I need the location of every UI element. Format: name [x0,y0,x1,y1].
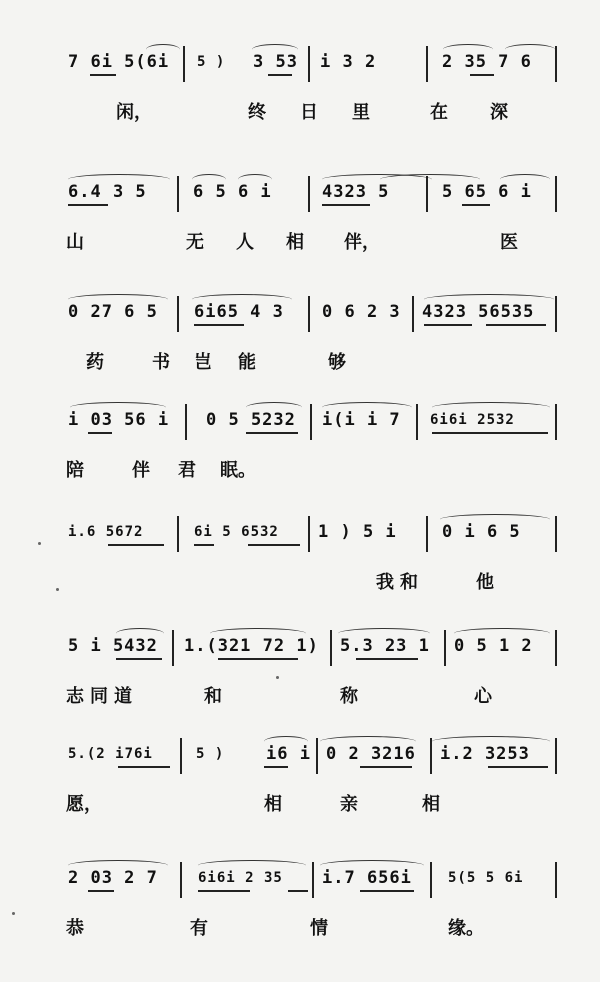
notation-line [60,176,565,216]
lyric-char: 和 [400,572,418,593]
bar-line [308,516,310,552]
bar-line [180,862,182,898]
note-group: 5 65 6 i [442,182,532,202]
lyric-char: 山 [66,232,84,253]
lyric-line [60,228,565,256]
note-group: i.6 5672 [68,524,144,540]
notation-line [60,404,565,444]
bar-line [555,404,557,440]
note-group: 2 35 7 6 [442,52,532,72]
lyric-char: 道 [114,686,132,707]
lyric-char: 相 [286,232,304,253]
lyric-char: 里 [352,102,370,123]
lyric-line [60,682,565,710]
bar-line [172,630,174,666]
bar-line [316,738,318,774]
note-group: i(i i 7 [322,410,401,430]
note-group: 5(5 5 6i [448,870,524,886]
note-group: 3 53 [253,52,298,72]
lyric-char: 闲， [116,102,152,123]
score-row [60,516,565,636]
lyric-char: 相 [422,794,440,815]
lyric-char: 我 [376,572,394,593]
note-group: 1 ) 5 i [318,522,397,542]
note-group: 5 ) [197,54,226,70]
scan-speck [56,588,59,591]
lyric-line [60,348,565,376]
score-row [60,46,565,166]
score-row [60,862,565,982]
notation-line [60,630,565,670]
bar-line [416,404,418,440]
note-group: 1.(321 72 1) [184,636,319,656]
scan-speck [276,676,279,679]
score-row [60,738,565,858]
lyric-char: 志 [66,686,84,707]
note-group: 4323 5 [322,182,390,202]
note-group: 0 2 3216 [326,744,416,764]
lyric-char: 亲 [340,794,358,815]
note-group: 5.3 23 1 [340,636,430,656]
bar-line [444,630,446,666]
bar-line [308,46,310,82]
score-row [60,176,565,296]
bar-line [430,862,432,898]
notation-line [60,738,565,778]
lyric-char: 愿， [66,794,102,815]
note-group: 7 6i 5(6i [68,52,170,72]
bar-line [555,176,557,212]
score-row [60,404,565,524]
lyric-line [60,456,565,484]
lyric-char: 和 [204,686,222,707]
bar-line [312,862,314,898]
note-group: 6i65 4 3 [194,302,284,322]
score-row [60,296,565,416]
lyric-char: 深 [490,102,508,123]
lyric-char: 终 [248,102,266,123]
lyric-char: 日 [300,102,318,123]
note-group: i.7 656i [322,868,412,888]
lyric-char: 够 [328,352,346,373]
note-group: 5 ) [196,746,225,762]
bar-line [330,630,332,666]
lyric-char: 陪 [66,460,84,481]
bar-line [426,46,428,82]
note-group: 0 6 2 3 [322,302,401,322]
note-group: i 03 56 i [68,410,170,430]
bar-line [555,296,557,332]
note-group: 0 5 5232 [206,410,296,430]
score-row [60,630,565,750]
lyric-line [60,568,565,596]
lyric-char: 能 [238,352,256,373]
lyric-char: 岂 [194,352,212,373]
note-group: 2 03 2 7 [68,868,158,888]
bar-line [426,176,428,212]
lyric-line [60,914,565,942]
bar-line [177,296,179,332]
note-group: 6i6i 2 35 [198,870,283,886]
note-group: 6 5 6 i [193,182,272,202]
bar-line [555,862,557,898]
lyric-char: 人 [236,232,254,253]
note-group: 0 27 6 5 [68,302,158,322]
bar-line [177,176,179,212]
lyric-char: 在 [430,102,448,123]
lyric-char: 恭 [66,918,84,939]
note-group: 6.4 3 5 [68,182,147,202]
bar-line [308,176,310,212]
notation-line [60,516,565,556]
bar-line [555,516,557,552]
scan-speck [12,912,15,915]
lyric-char: 眠。 [220,460,256,481]
lyric-char: 药 [86,352,104,373]
lyric-char: 心 [474,686,492,707]
bar-line [183,46,185,82]
bar-line [412,296,414,332]
note-group: i6 i [266,744,311,764]
note-group: 5.(2 i76i [68,746,153,762]
bar-line [430,738,432,774]
note-group: 6i6i 2532 [430,412,515,428]
bar-line [310,404,312,440]
lyric-char: 伴， [344,232,380,253]
note-group: 6i 5 6532 [194,524,279,540]
scan-speck [38,542,41,545]
lyric-char: 缘。 [448,918,484,939]
note-group: 4323 56535 [422,302,535,322]
bar-line [555,630,557,666]
lyric-char: 医 [500,232,518,253]
lyric-char: 书 [152,352,170,373]
lyric-char: 他 [476,572,494,593]
lyric-char: 同 [90,686,108,707]
lyric-char: 称 [340,686,358,707]
lyric-char: 情 [310,918,328,939]
bar-line [177,516,179,552]
bar-line [555,46,557,82]
lyric-char: 君 [178,460,196,481]
note-group: 0 5 1 2 [454,636,533,656]
notation-line [60,46,565,86]
bar-line [180,738,182,774]
bar-line [185,404,187,440]
lyric-char: 相 [264,794,282,815]
lyric-char: 有 [190,918,208,939]
bar-line [555,738,557,774]
lyric-line [60,98,565,126]
note-group: 5 i 5432 [68,636,158,656]
lyric-char: 伴 [132,460,150,481]
note-group: 0 i 6 5 [442,522,521,542]
lyric-line [60,790,565,818]
note-group: i 3 2 [320,52,377,72]
bar-line [308,296,310,332]
lyric-char: 无 [186,232,204,253]
notation-line [60,296,565,336]
note-group: i.2 3253 [440,744,530,764]
bar-line [426,516,428,552]
notation-line [60,862,565,902]
